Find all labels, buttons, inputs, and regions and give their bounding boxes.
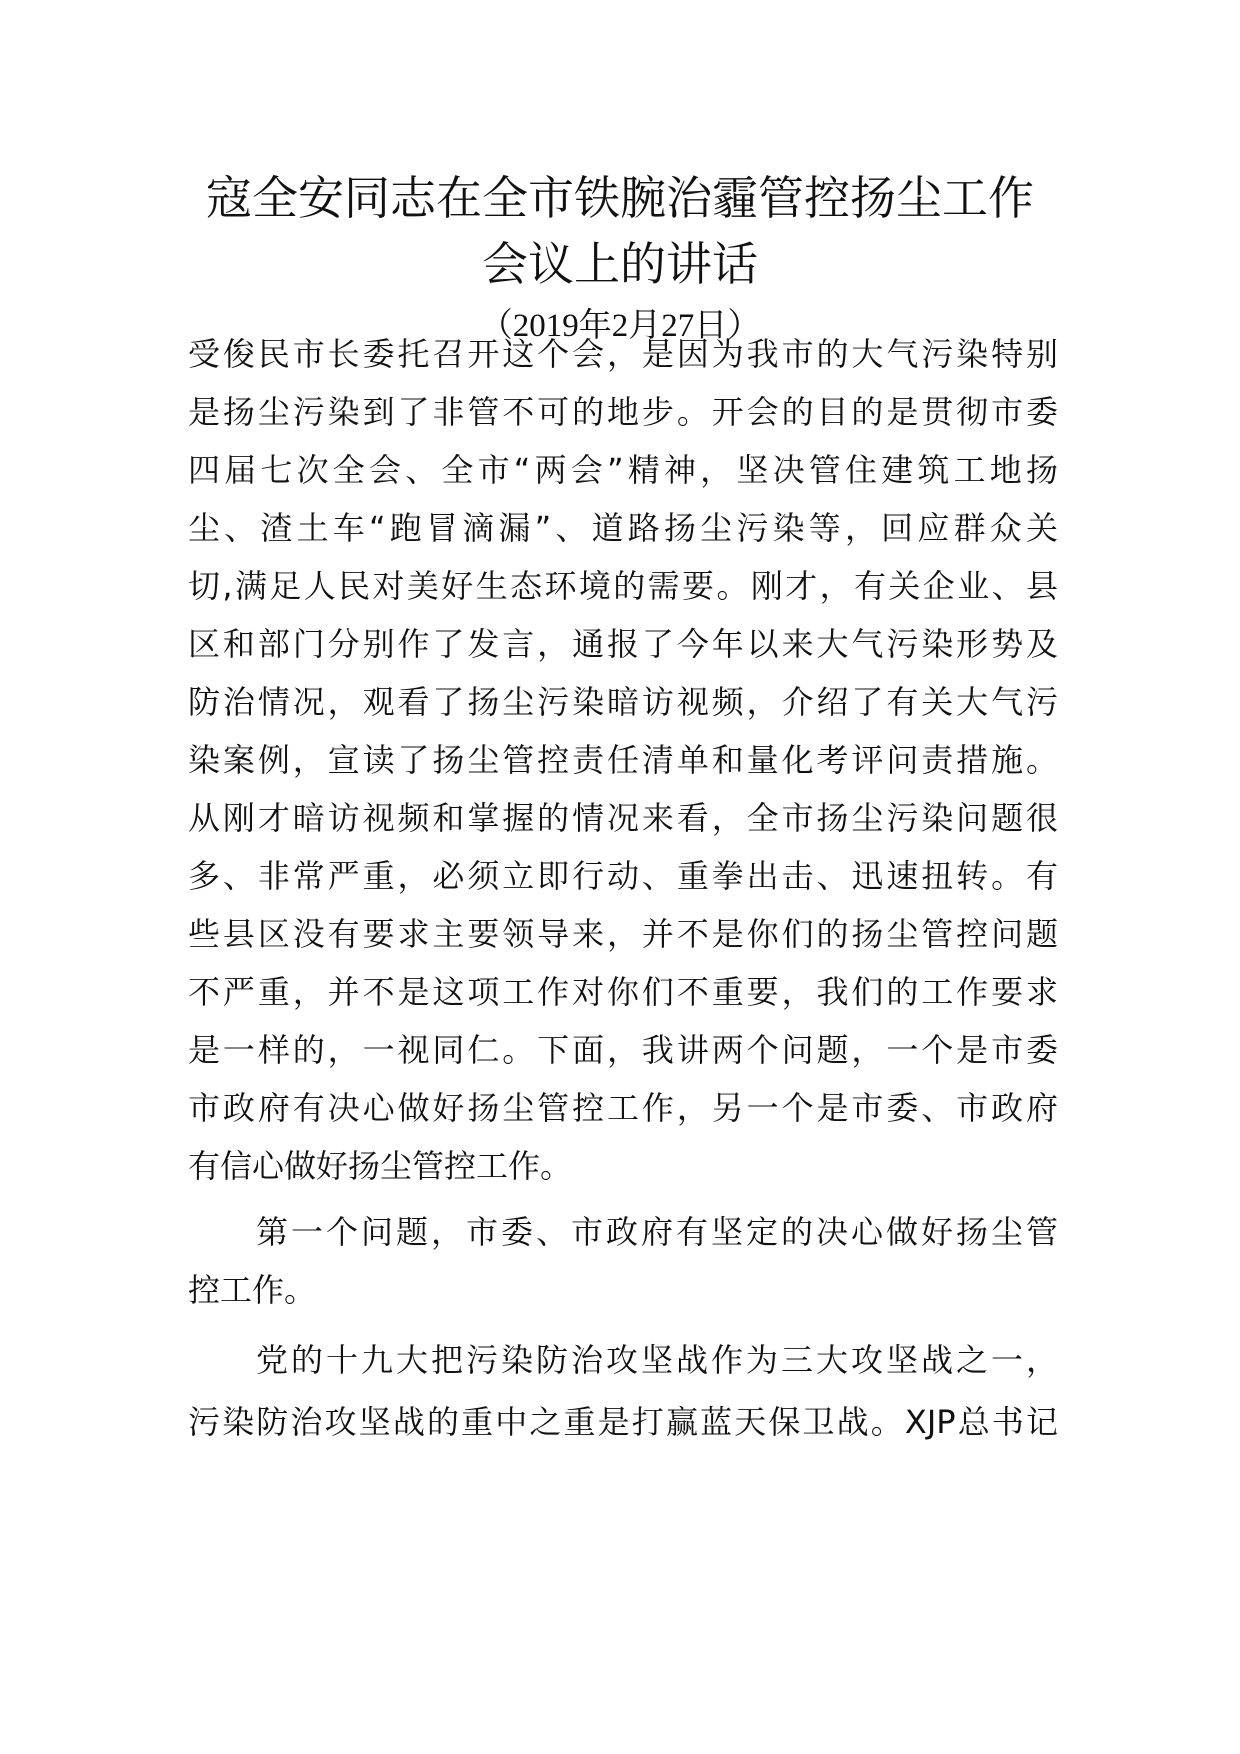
body-line-11: 些县区没有要求主要领导来，并不是你们的扬尘管控问题 <box>188 915 1058 953</box>
body-line-7: 防治情况，观看了扬尘污染暗访视频，介绍了有关大气污 <box>188 683 1058 721</box>
body-line-8: 染案例，宣读了扬尘管控责任清单和量化考评问责措施。 <box>188 741 1058 779</box>
body-line-5: 切,满足人民对美好生态环境的需要。刚才，有关企业、县 <box>188 567 1058 605</box>
body-line-16: 第一个问题，市委、市政府有坚定的决心做好扬尘管 <box>256 1213 1058 1251</box>
body-line-10: 多、非常严重，必须立即行动、重拳出击、迅速扭转。有 <box>188 857 1058 895</box>
body-line-19: 污染防治攻坚战的重中之重是打赢蓝天保卫战。XJP总书记 <box>188 1403 1058 1441</box>
body-line-2: 是扬尘污染到了非管不可的地步。开会的目的是贯彻市委 <box>188 393 1058 431</box>
body-line-15: 有信心做好扬尘管控工作。 <box>188 1147 573 1185</box>
document-title-line-1: 寇全安同志在全市铁腕治霾管控扬尘工作 <box>206 171 1034 225</box>
body-line-1: 受俊民市长委托召开这个会，是因为我市的大气污染特别 <box>188 335 1058 373</box>
document-title-line-2: 会议上的讲话 <box>482 237 758 291</box>
body-line-6: 区和部门分别作了发言，通报了今年以来大气污染形势及 <box>188 625 1058 663</box>
body-line-17: 控工作。 <box>188 1271 317 1309</box>
body-line-3: 四届七次全会、全市“两会”精神，坚决管住建筑工地扬 <box>188 451 1058 489</box>
document-date: （2019年2月27日） <box>479 308 761 344</box>
body-line-14: 市政府有决心做好扬尘管控工作，另一个是市委、市政府 <box>188 1089 1058 1127</box>
body-line-13: 是一样的，一视同仁。下面，我讲两个问题，一个是市委 <box>188 1031 1058 1069</box>
body-line-18: 党的十九大把污染防治攻坚战作为三大攻坚战之一， <box>256 1341 1058 1379</box>
body-line-12: 不严重，并不是这项工作对你们不重要，我们的工作要求 <box>188 973 1058 1011</box>
body-line-4: 尘、渣土车“跑冒滴漏”、道路扬尘污染等，回应群众关 <box>188 509 1058 547</box>
body-line-9: 从刚才暗访视频和掌握的情况来看，全市扬尘污染问题很 <box>188 799 1058 837</box>
